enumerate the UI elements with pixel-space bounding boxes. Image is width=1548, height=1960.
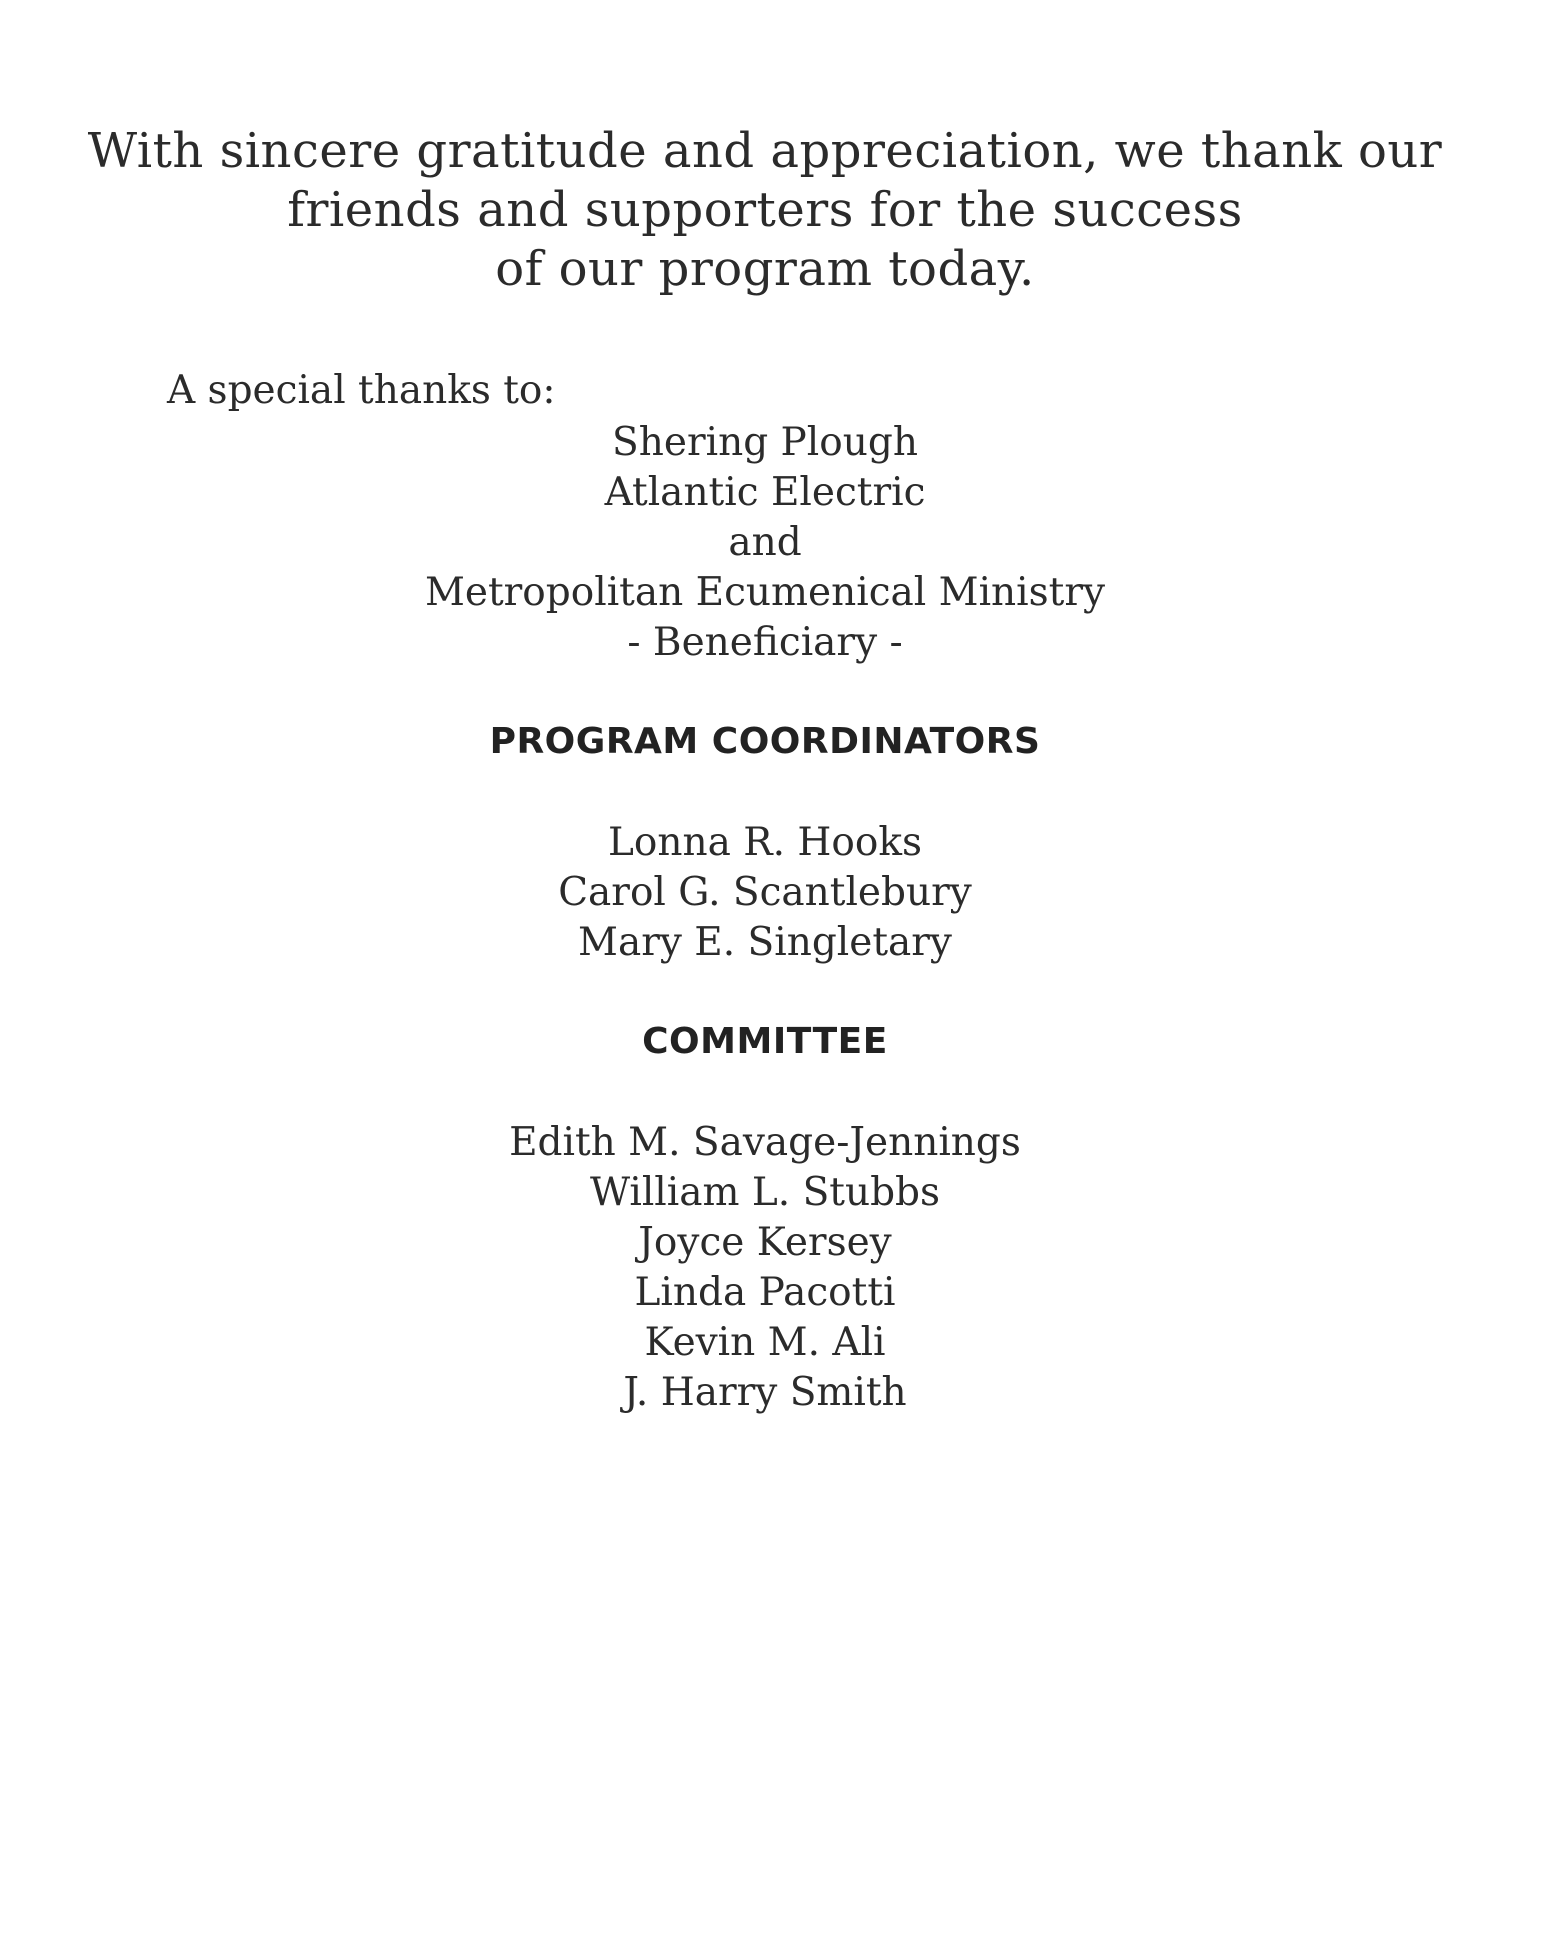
committee-heading: COMMITTEE	[642, 1021, 888, 1062]
committee-member-name: William L. Stubbs	[589, 1170, 941, 1215]
committee-member-name: Joyce Kersey	[638, 1220, 892, 1265]
program-coordinators-list	[0, 818, 1530, 968]
gratitude-line: of our program today.	[495, 241, 1035, 297]
coordinator-name: Mary E. Singletary	[578, 920, 952, 965]
committee-member-name: Edith M. Savage-Jennings	[509, 1120, 1021, 1165]
sponsor-list	[0, 418, 1530, 668]
committee-member-name: J. Harry Smith	[623, 1370, 907, 1415]
sponsor-entry: - Beneficiary -	[627, 620, 903, 665]
special-thanks-label: A special thanks to:	[167, 368, 556, 413]
sponsor-entry: Atlantic Electric	[604, 470, 926, 515]
program-coordinators-heading: PROGRAM COORDINATORS	[489, 721, 1041, 762]
gratitude-statement	[0, 122, 1530, 299]
committee-member-name: Linda Pacotti	[634, 1270, 896, 1315]
gratitude-line: friends and supporters for the success	[287, 182, 1243, 238]
coordinator-name: Lonna R. Hooks	[607, 820, 923, 865]
sponsor-entry: and	[728, 520, 802, 565]
gratitude-line: With sincere gratitude and appreciation, we thank our	[87, 123, 1443, 179]
committee-list	[0, 1118, 1530, 1418]
sponsor-entry: Shering Plough	[612, 420, 918, 465]
coordinator-name: Carol G. Scantlebury	[558, 870, 972, 915]
committee-member-name: Kevin M. Ali	[644, 1320, 886, 1365]
sponsor-entry: Metropolitan Ecumenical Ministry	[424, 570, 1106, 615]
